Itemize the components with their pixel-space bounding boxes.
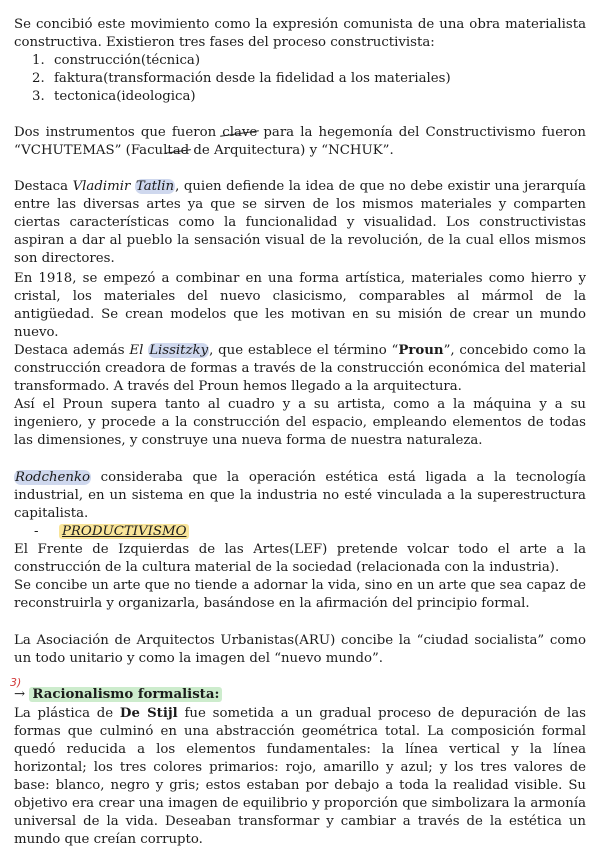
lissitzky-highlight: Lissitzky	[149, 343, 209, 358]
list-item: 3. tectonica(ideologica)	[32, 89, 196, 104]
fueron-word: fueron	[171, 125, 217, 140]
arrow-icon: →	[14, 687, 26, 702]
instruments-paragraph: Dos instrumentos que fueron clave para la hegemonía del Constructivismo fueron “VCHUTEMAS” (Facultad de Arquitectura) y “NCHUK”.	[14, 125, 586, 158]
tatlin-name: Vladimir Tatlin	[72, 179, 175, 194]
de-stijl-name: De Stijl	[119, 706, 178, 721]
year-1918-paragraph: En 1918, se empezó a combinar en una forma artística, materiales como hierro y cristal, los materiales del nuevo clasicismo, comparables al mármol de la antigüedad. Se crean modelos que les motivan en su misión de crear un mundo nuevo.	[14, 271, 586, 340]
lef-paragraph: El Frente de Izquierdas de las Artes(LEF) pretende volcar todo el arte a la construcción de la cultura material de la sociedad (relacionada con la industria). Se concibe un arte que no tiende a adornar la vida, sino en un arte que sea capaz de reconstruirla y organizarla, basándose en la afirmación del principio formal.	[14, 542, 586, 611]
list-item: 1. construcción(técnica)	[32, 53, 201, 68]
productivismo-heading	[34, 523, 189, 541]
rodchenko-name: Rodchenko	[15, 470, 91, 485]
tatlin-highlight: Tatlin	[135, 179, 175, 194]
phases-list	[32, 52, 572, 106]
list-item: 2. faktura(transformación desde la fidelidad a los materiales)	[32, 71, 451, 86]
rodchenko-paragraph: Rodchenko consideraba que la operación estética está ligada a la tecnología industrial, en un sistema en que la industria no esté vinculada a la superestructura capitalista.	[14, 470, 586, 521]
lissitzky-name: El Lissitzky	[129, 343, 209, 358]
lissitzky-paragraph: Destaca además El Lissitzky, que establece el término “Proun”, concebido como la construcción creadora de formas a través de la construcción económica del material transformado. A través del Proun hemos llegado a la arquitectura. Así el Proun supera tanto al cuadro y a su artista, como a la máquina y a su ingeniero, y procede a la construcción del espacio, empleando elementos de todas las dimensiones, y construye una nueva forma de nuestra naturaleza.	[14, 343, 586, 448]
productivismo-title: PRODUCTIVISMO	[59, 524, 190, 539]
aru-paragraph: La Asociación de Arquitectos Urbanistas(ARU) concibe la “ciudad socialista” como un todo unitario y como la imagen del “nuevo mundo”.	[14, 633, 586, 666]
struck-word-clave: clave	[222, 125, 258, 140]
de-stijl-paragraph: La plástica de De Stijl fue sometida a un gradual proceso de depuración de las formas que culminó en una abstracción geométrica total. La composición formal quedó reducida a los elementos fundamentales: la línea vertical y la línea horizontal; los tres colores primarios: rojo, amarillo y azul; y los tres valores de base: blanco, negro y gris; estos estaban por debajo a toda la realidad visible. Su objetivo era crear una imagen de equilibrio y proporción que simbolizara la armonía universal de la vida. Deseaban transformar y cambiar a través de la estética un mundo que creían corrupto.	[14, 706, 586, 847]
tatlin-paragraph: Destaca Vladimir Tatlin, quien defiende la idea de que no debe existir una jerarquía entre las diversas artes ya que se sirven de los mismos materiales y comparten ciertas características como la funcionalidad y visualidad. Los constructivistas aspiran a dar al pueblo la sensación visual de la revolución, de la cual ellos mismos son directores.	[14, 179, 586, 266]
struck-fragment-tad: tad	[167, 143, 190, 158]
intro-paragraph: Se concibió este movimiento como la expresión comunista de una obra materialista constructiva. Existieron tres fases del proceso constructivista:	[14, 17, 586, 50]
proun-term: Proun	[398, 343, 444, 358]
bullet-dash: -	[34, 524, 39, 539]
racionalismo-heading	[14, 686, 222, 704]
handwritten-number-mark: 3)	[10, 676, 22, 689]
racionalismo-title: Racionalismo formalista:	[29, 687, 222, 702]
